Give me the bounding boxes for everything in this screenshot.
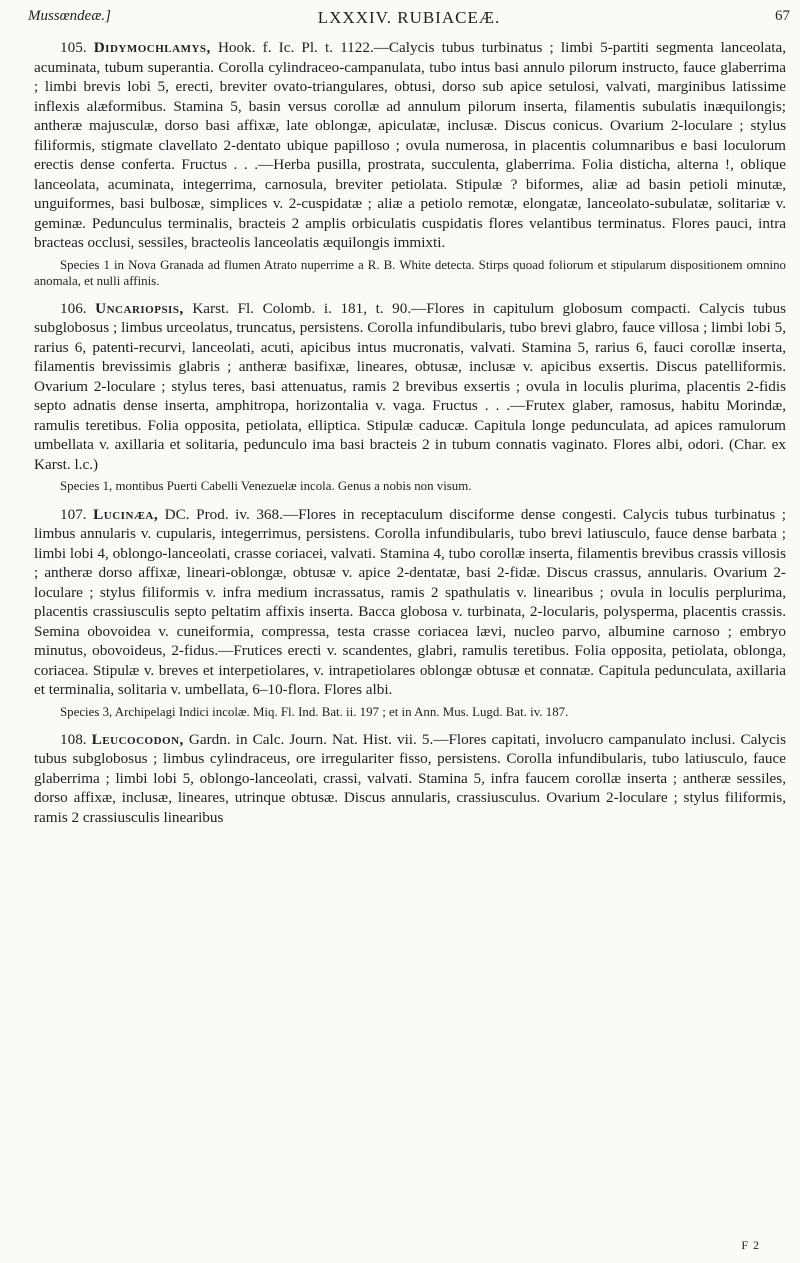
page-number: 67 [775, 8, 790, 24]
entry-number: 106. [60, 299, 87, 317]
page-body [34, 38, 786, 837]
running-head-section: Mussœndeæ.] [28, 8, 111, 24]
page-header [28, 4, 790, 34]
genus-name: Lucinæa, [93, 505, 159, 523]
entry-description [34, 299, 786, 475]
entry-108 [34, 730, 786, 828]
entry-number: 107. [60, 505, 87, 523]
species-note: Species 1, montibus Puerti Cabelli Venezuelæ incola. Genus a nobis non visum. [60, 479, 472, 494]
entry-description [34, 505, 786, 700]
entry-number: 108. [60, 730, 87, 748]
entry-106 [34, 299, 786, 495]
species-note: Species 3, Archipelagi Indici incolæ. Miq. Fl. Ind. Bat. ii. 197 ; et in Ann. Mus. Lugd. Bat. iv. 187. [60, 704, 569, 719]
entry-text: Gardn. in Calc. Journ. Nat. Hist. vii. 5.—Flores capitati, involucro campanulato inclusi. Calycis tubus subglobosus ; limbus cylindraceus, ore irregulariter fisso, persistens. Corolla infundibularis, tubo latiusculo, fauce glaberrima ; limbi lobi 5, oblongo-lanceolati, crassi, valvati. Stamina 5, infra faucem corollæ inserta ; antheræ sessiles, dorso affixæ, inclusæ, lineares, utrinque obtusæ. Discus annularis, crassiusculus. Ovarium 2-loculare ; stylus filiformis, ramis 2 crassiusculis linearibus [34, 730, 787, 826]
entry-description [34, 730, 786, 828]
genus-name: Leucocodon, [91, 730, 184, 748]
entry-number: 105. [60, 39, 87, 56]
entry-text: Hook. f. Ic. Pl. t. 1122.—Calycis tubus turbinatus ; limbi 5-partiti segmenta lanceolata, acuminata, tubum superantia. Corolla cylindraceo-campanulata, tubo intus basi annulo pilorum instructo, fauce glaberrima ; limbi brevis lobi 5, erecti, breviter ovato-triangulares, obtusi, dorso sub apice setulosi, valvati, marginibus latissime inflexis alæformibus. Stamina 5, basin versus corollæ ad annulum pilorum inserta, filamentis subulatis inæquilongis; antheræ majusculæ, dorso basi affixæ, late oblongæ, apiculatæ, inclusæ. Discus conicus. Ovarium 2-loculare ; stylus filiformis, stigmate clavellato 2-dentato ubique papilloso ; ovula numerosa, in placentis columnaribus e basi loculorum erectis dense conferta. Fructus . . .—Herba pusilla, prostrata, succulenta, glaberrima. Folia disticha, alterna !, oblique lanceolata, acuminata, integerrima, carnosula, breviter petiolata. Stipulæ ? biformes, aliæ ad basin petioli minutæ, unguiformes, basi bulbosæ, simplices v. 2-cuspidatæ ; aliæ a petiolo remotæ, elongatæ, lanceolato-subulatæ, solitariæ v. geminæ. Pedunculus terminalis, bracteis 2 amplis orbiculatis cuspidatis flores velantibus terminatus. Flores pauci, intra bracteas occlusi, sessiles, bracteolis lanceolatis æquilongis immixti. [34, 39, 787, 251]
genus-name: Didymochlamys, [93, 39, 211, 56]
entry-107 [34, 505, 786, 720]
entry-description [34, 38, 786, 253]
running-head-title: LXXXIV. RUBIACEÆ. [317, 8, 501, 27]
entry-105 [34, 38, 786, 289]
entry-text: DC. Prod. iv. 368.—Flores in receptaculum disciforme dense congesti. Calycis tubus turbinatus ; limbus annularis v. cupularis, integerrimus, persistens. Corolla infundibularis, tubo brevi latiusculo, fauce dense barbata ; limbi lobi 4, oblongo-lanceolati, crasse coriacei, valvati. Stamina 4, tubo corollæ inserta, filamentis brevibus crassis villosis ; antheræ dorso affixæ, lineari-oblongæ, obtusæ v. apice 2-dentatæ, basi 2-fidæ. Discus crassus, annularis. Ovarium 2-loculare ; stylus filiformis v. infra medium incrassatus, ramis 2 spathulatis v. linearibus ; ovula in loculis perplurima, placentis crassiusculis septo peltatim affixis inserta. Bacca globosa v. turbinata, 2-locularis, polysperma, placentis crassis. Semina obovoidea v. cuneiformia, compressa, testa crasse coriacea lævi, nucleo parvo, albumine carnoso ; embryo minutus, obovoideus, 2-fidus.—Frutices erecti v. scandentes, glabri, ramulis teretibus. Folia opposita, petiolata, oblonga, coriacea. Stipulæ v. breves et interpetiolares, v. intrapetiolares oblongæ obtusæ et connatæ. Capitula pedunculata, axillaria et terminalia, solitaria v. umbellata, 6–10-flora. Flores albi. [34, 505, 787, 699]
signature-mark: F 2 [741, 1238, 760, 1252]
species-note: Species 1 in Nova Granada ad flumen Atrato nuperrime a R. B. White detecta. Stirps quoad foliorum et stipularum dispositionem omnino anomala, et nulli affinis. [34, 257, 786, 288]
genus-name: Uncariopsis, [95, 299, 184, 317]
entry-text: Karst. Fl. Colomb. i. 181, t. 90.—Flores in capitulum globosum compacti. Calycis tubus subglobosus ; limbus urceolatus, truncatus, persistens. Corolla infundibularis, tubo brevi glabro, fauce villosa ; limbi lobi 5, rarius 6, patenti-recurvi, lanceolati, acuti, apicibus intus mucronatis, valvati. Stamina 5, rarius 6, fauci corollæ inserta, filamentis brevissimis glabris ; antheræ basifixæ, lineares, obtusæ, inclusæ v. apicibus exsertis. Discus patelliformis. Ovarium 2-loculare ; stylus teres, basi attenuatus, ramis 2 brevibus exsertis ; ovula in loculis plurima, placentis 2-fidis septo adnatis dense inserta, amphitropa, horizontalia v. vaga. Fructus . . .—Frutex glaber, ramosus, habitu Morindæ, ramulis teretibus. Folia opposita, petiolata, elliptica. Stipulæ caducæ. Capitula longe pedunculata, ad apices ramulorum umbellata v. axillaria et solitaria, pedunculo ima basi bracteis 2 in tubum connatis vaginato. Flores albi, odori. (Char. ex Karst. l.c.) [34, 299, 786, 473]
